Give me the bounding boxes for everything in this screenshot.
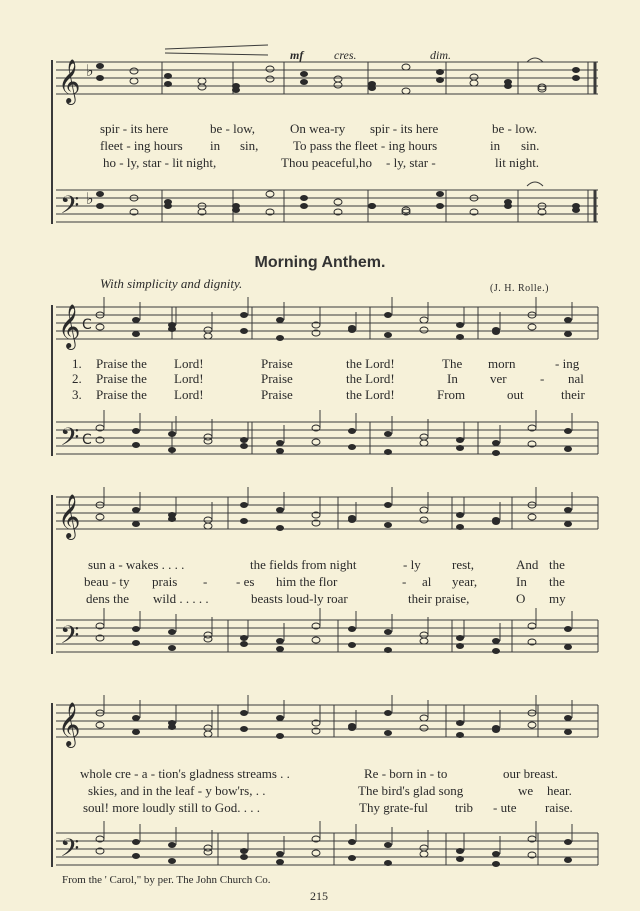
tempo-marking: With simplicity and dignity.	[100, 276, 243, 291]
cres-marking: cres.	[334, 48, 357, 62]
svg-text:𝄞: 𝄞	[58, 702, 81, 746]
svg-text:𝄞: 𝄞	[58, 304, 81, 348]
svg-text:𝄞: 𝄞	[58, 59, 81, 103]
composer-credit: (J. H. Rolle.)	[490, 283, 549, 294]
svg-text:𝄢: 𝄢	[60, 191, 80, 226]
svg-text:♭: ♭	[86, 63, 94, 80]
svg-text:𝄢: 𝄢	[60, 621, 80, 656]
hymnal-page: 𝄞 𝄢 ♭ ♭ mf cres. dim. spir - its here be - low, On wea-ry spir - its here be - low. fleet - ing hours in sin, To pass the fleet - ing hours in sin. ho - ly, star - lit night, Thou peaceful,ho - ly, star - lit night. Morning Anthem. With simplicity and dignity. (J. H. Rolle.) 𝄞 𝄢 C C 𝄞 𝄢 𝄞 𝄢 1. Praise the Lord! Praise the Lord! The morn - ing 2. Praise the Lord! Praise the Lord! In ver - nal 3. Praise the Lord! Praise the Lord! From out their sun a - wakes . . . . the fields from night - ly rest, And the beau - ty prais - - es him the flor - al year, In the dens the wild . . . . . beasts loud-ly roar their praise, O my whole cre - a - tion's gladness streams . . Re - born in - to our breast. skies, and in the leaf - y bow'rs, . . The bird's glad song we hear. soul! more loudly still to God. . . . Thy grate-ful trib - ute raise. From the ' Carol," by per. The John Church Co. 215	[0, 0, 640, 911]
svg-text:C: C	[82, 432, 92, 448]
dim-marking: dim.	[430, 48, 451, 62]
page-number: 215	[310, 889, 328, 903]
svg-text:C: C	[82, 317, 92, 333]
svg-text:𝄢: 𝄢	[60, 834, 80, 869]
svg-text:𝄞: 𝄞	[58, 494, 81, 538]
hymn-title: Morning Anthem.	[254, 254, 386, 271]
copyright-credit: From the ' Carol," by per. The John Church Co.	[62, 874, 271, 886]
svg-text:𝄢: 𝄢	[60, 423, 80, 458]
mf-dynamic: mf	[290, 48, 304, 62]
svg-text:♭: ♭	[86, 191, 94, 208]
